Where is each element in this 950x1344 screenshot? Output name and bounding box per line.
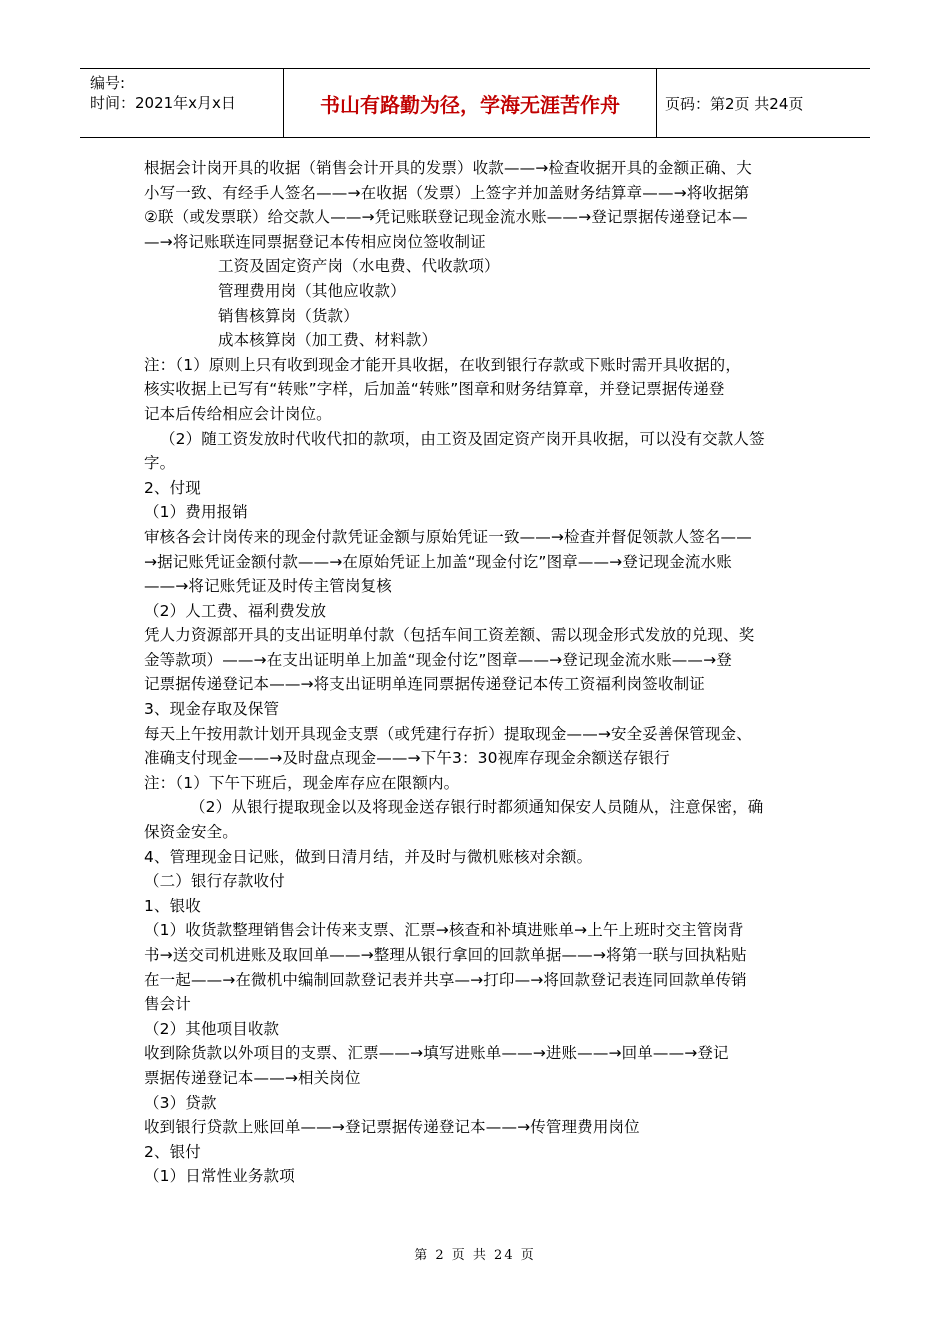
body-line: 收到银行贷款上账回单——→登记票据传递登记本——→传管理费用岗位 [144, 1118, 640, 1137]
header-page-info: 页码：第2页 共24页 [665, 94, 804, 113]
body-line: 工资及固定资产岗（水电费、代收款项） [218, 257, 500, 276]
document-date: 时间：2021年x月x日 [90, 94, 236, 112]
body-line: 书→送交司机进账及取回单——→整理从银行拿回的回款单据——→将第一联与回执粘贴 [144, 946, 747, 964]
document-body [144, 156, 808, 1189]
body-line: （1）收货款整理销售会计传来支票、汇票→核查和补填进账单→上午上班时交主管岗背 [144, 921, 744, 940]
body-line: 注：（1）原则上只有收到现金才能开具收据，在收到银行存款或下账时需开具收据的， [144, 355, 741, 374]
body-line: （2）随工资发放时代收代扣的款项，由工资及固定资产岗开具收据，可以没有交款人签 [160, 429, 765, 448]
body-line: 票据传递登记本——→相关岗位 [144, 1068, 361, 1087]
body-line: 根据会计岗开具的收据（销售会计开具的发票）收款——→检查收据开具的金额正确、大 [144, 159, 752, 177]
subsection-heading: （1）费用报销 [144, 503, 248, 522]
document-number-label: 编号: [90, 74, 126, 92]
body-line: 在一起——→在微机中编制回款登记表并共享—→打印—→将回款登记表连同回款单传销 [144, 970, 747, 989]
subsection-heading: （2）人工费、福利费发放 [144, 601, 327, 620]
section-heading: 1、银收 [144, 896, 201, 915]
body-line: 成本核算岗（加工费、材料款） [218, 331, 438, 350]
body-line: 小写一致、有经手人签名——→在收据（发票）上签字并加盖财务结算章——→将收据第 [144, 183, 750, 202]
body-line: 注：（1）下午下班后，现金库存应在限额内。 [144, 773, 460, 792]
page-footer: 第 2 页 共 24 页 [414, 1248, 536, 1263]
subsection-heading: （1）日常性业务款项 [144, 1167, 295, 1186]
header-meta [90, 73, 236, 113]
body-line: 记票据传递登记本——→将支出证明单连同票据传递登记本传工资福利岗签收制证 [144, 675, 705, 694]
body-line: 核实收据上已写有“转账”字样，后加盖“转账”图章和财务结算章，并登记票据传递登 [144, 380, 725, 399]
body-line: 每天上午按用款计划开具现金支票（或凭建行存折）提取现金——→安全妥善保管现金、 [144, 724, 752, 743]
body-line: 销售核算岗（货款） [218, 306, 359, 325]
body-line: 审核各会计岗传来的现金付款凭证金额与原始凭证一致——→检查并督促领款人签名—— [144, 527, 752, 546]
body-line: —→将记账联连同票据登记本传相应岗位签收制证 [144, 232, 486, 251]
body-line: （2）从银行提取现金以及将现金送存银行时都须通知保安人员随从，注意保密，确 [190, 798, 764, 817]
body-line: 保资金安全。 [144, 823, 238, 842]
body-line: 准确支付现金——→及时盘点现金——→下午3：30视库存现金余额送存银行 [144, 749, 670, 768]
body-line: ②联（或发票联）给交款人——→凭记账联登记现金流水账——→登记票据传递登记本— [144, 208, 748, 227]
body-line: 售会计 [144, 995, 191, 1014]
subsection-heading: （3）贷款 [144, 1093, 217, 1112]
section-heading: （二）银行存款收付 [144, 872, 285, 891]
body-line: 收到除货款以外项目的支票、汇票——→填写进账单——→进账——→回单——→登记 [144, 1044, 729, 1063]
body-line: 字。 [144, 454, 176, 473]
body-line: →据记账凭证金额付款——→在原始凭证上加盖“现金付讫”图章——→登记现金流水账 [144, 552, 732, 571]
subsection-heading: （2）其他项目收款 [144, 1019, 280, 1038]
section-heading: 2、银付 [144, 1142, 201, 1161]
page-header [80, 68, 870, 138]
header-motto: 书山有路勤为径，学海无涯苦作舟 [283, 69, 657, 137]
body-line: 管理费用岗（其他应收款） [218, 281, 406, 300]
section-heading: 2、付现 [144, 478, 201, 497]
body-line: 金等款项）——→在支出证明单上加盖“现金付讫”图章——→登记现金流水账——→登 [144, 650, 732, 669]
section-heading: 4、管理现金日记账，做到日清月结，并及时与微机账核对余额。 [144, 847, 593, 866]
body-line: 凭人力资源部开具的支出证明单付款（包括车间工资差额、需以现金形式发放的兑现、奖 [144, 626, 755, 645]
body-line: 记本后传给相应会计岗位。 [144, 404, 332, 423]
section-heading: 3、现金存取及保管 [144, 700, 280, 719]
body-line: ——→将记账凭证及时传主管岗复核 [144, 577, 392, 596]
